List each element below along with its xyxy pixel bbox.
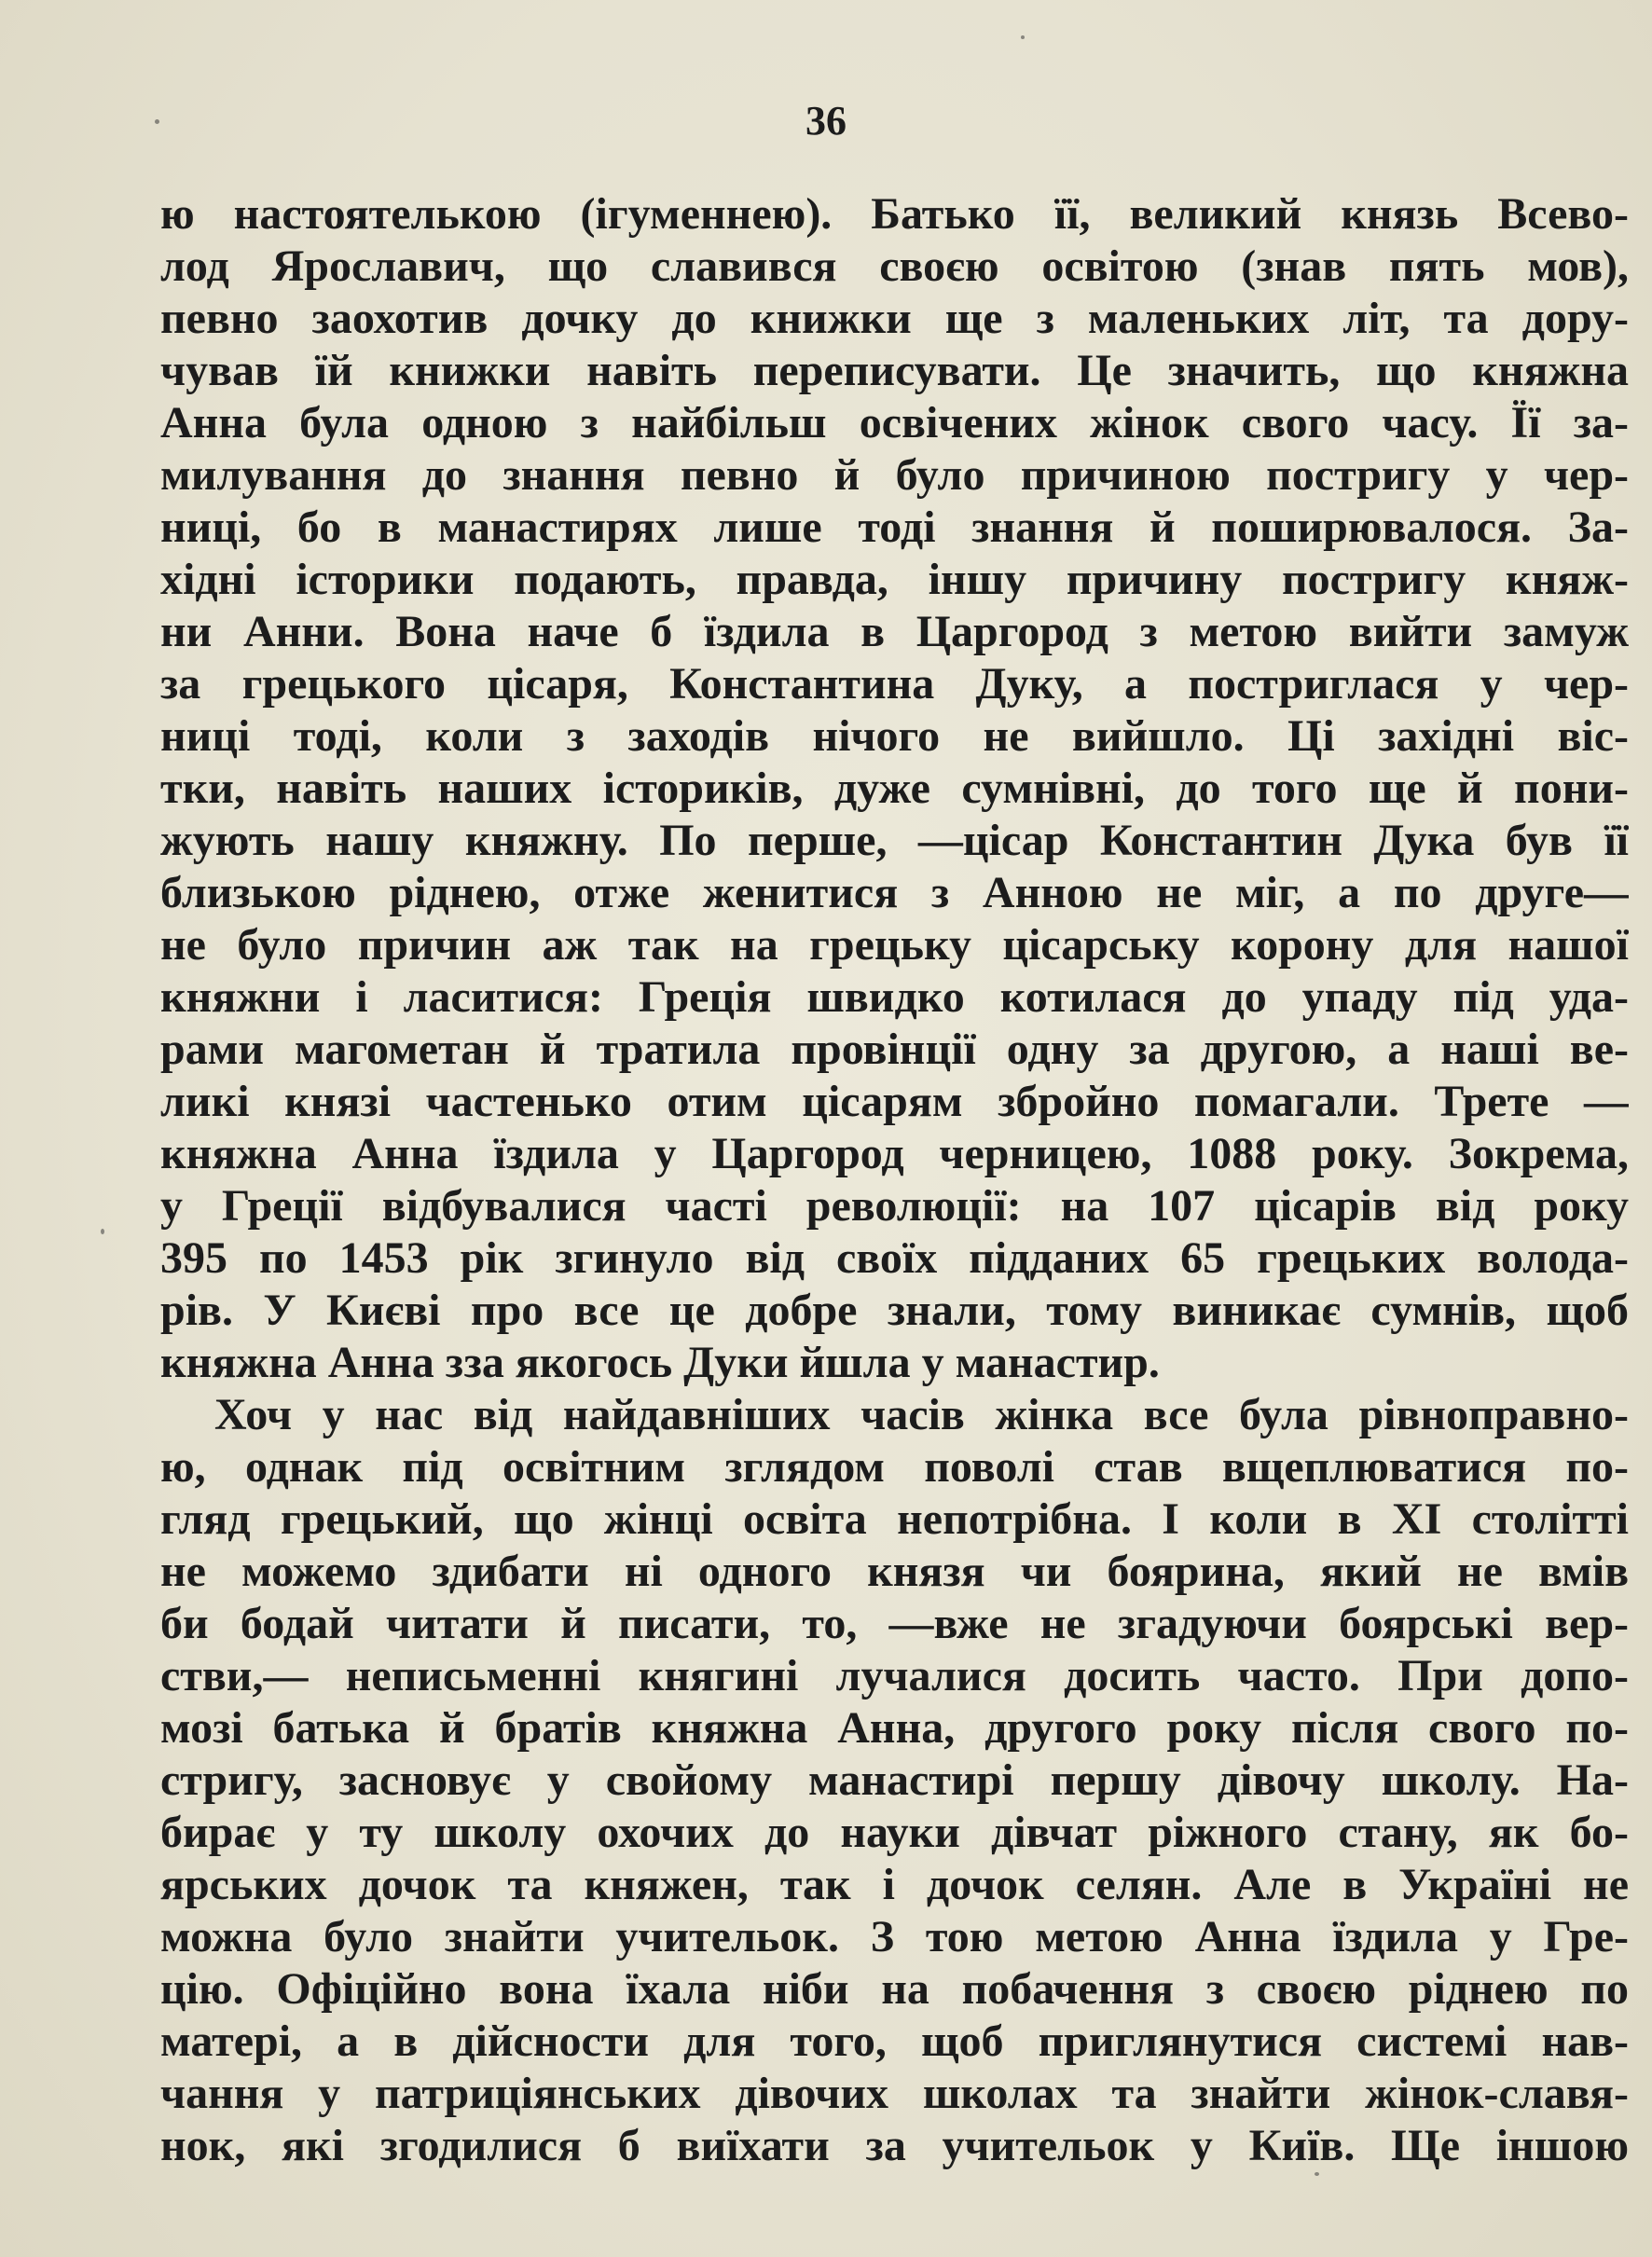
text-line: ни Анни. Вона наче б їздила в Царгород з метою вийти замуж [160, 607, 1629, 656]
text-line: ярських дочок та княжен, так і дочок селян. Але в Україні не [160, 1860, 1629, 1909]
paper-speck [1315, 2172, 1319, 2176]
body-text [160, 188, 1629, 2172]
text-line: стригу, засновує у свойому манастирі першу дівочу школу. На- [160, 1755, 1629, 1805]
text-line: би бодай читати й писати, то, —вже не згадуючи боярські вер- [160, 1599, 1629, 1648]
text-line: певно заохотив дочку до книжки ще з маленьких літ, та дору- [160, 294, 1629, 343]
text-line: хідні історики подають, правда, іншу причину постригу княж- [160, 555, 1629, 604]
text-line: чував їй книжки навіть переписувати. Це значить, що княжна [160, 346, 1629, 395]
text-line: у Греції відбувалися часті революції: на 107 цісарів від року [160, 1181, 1629, 1231]
text-line: не можемо здибати ні одного князя чи боярина, який не вмів [160, 1547, 1629, 1596]
text-line: ликі князі частенько отим цісарям збройно помагали. Трете — [160, 1077, 1629, 1126]
text-line: не було причин аж так на грецьку цісарську корону для нашої [160, 920, 1629, 970]
text-line: ниці тоді, коли з заходів нічого не вийшло. Ці західні віс- [160, 711, 1629, 761]
text-line: княжна Анна зза якогось Дуки йшла у манастир. [160, 1338, 1160, 1387]
page-number: 36 [805, 98, 847, 144]
text-line: рами магометан й тратила провінції одну за другою, а наші ве- [160, 1025, 1629, 1074]
text-line: бирає у ту школу охочих до науки дівчат ріжного стану, як бо- [160, 1808, 1629, 1857]
text-line: гляд грецький, що жінці освіта непотрібна. І коли в XI столітті [160, 1494, 1629, 1544]
paper-speck [155, 119, 159, 124]
text-line: рів. У Києві про все це добре знали, тому виникає сумнів, щоб [160, 1286, 1629, 1335]
text-line: стви,— неписьменні княгині лучалися досить часто. При допо- [160, 1651, 1629, 1700]
text-line: близькою ріднею, отже женитися з Анною не міг, а по друге— [160, 868, 1629, 917]
text-line: милування до знання певно й було причиною постригу у чер- [160, 450, 1629, 500]
paper-speck [101, 1229, 104, 1234]
text-line: лод Ярославич, що славився своєю освітою (знав пять мов), [160, 241, 1629, 291]
text-line: цію. Офіційно вона їхала ніби на побачення з своєю ріднею по [160, 1964, 1629, 2014]
text-line: ю, однак під освітним зглядом поволі став вщеплюватися по- [160, 1442, 1629, 1492]
text-line: можна було знайти учительок. З тою метою Анна їздила у Гре- [160, 1912, 1629, 1961]
text-line: тки, навіть наших істориків, дуже сумнівні, до того ще й пони- [160, 764, 1629, 813]
text-line: чання у патриціянських дівочих школах та знайти жінок-славя- [160, 2069, 1629, 2118]
text-line: ю настоятелькою (ігуменнею). Батько її, великий князь Всево- [160, 189, 1629, 239]
paper-speck [1021, 35, 1025, 39]
text-line: княжна Анна їздила у Царгород черницею, 1088 року. Зокрема, [160, 1129, 1629, 1178]
text-line: ниці, бо в манастирях лише тоді знання й поширювалося. За- [160, 502, 1629, 552]
text-line: мозі батька й братів княжна Анна, другого року після свого по- [160, 1703, 1629, 1753]
text-line: Анна була одною з найбільш освічених жінок свого часу. Її за- [160, 398, 1629, 447]
text-line: за грецького цісаря, Константина Дуку, а постриглася у чер- [160, 659, 1629, 709]
text-line: нок, які згодилися б виїхати за учительок у Київ. Ще іншою [160, 2121, 1629, 2170]
text-line: жують нашу княжну. По перше, —цісар Константин Дука був її [160, 816, 1629, 865]
text-line: княжни і ласитися: Греція швидко котилася до упаду під уда- [160, 972, 1629, 1022]
text-line: 395 по 1453 рік згинуло від своїх підданих 65 грецьких волода- [160, 1233, 1629, 1283]
text-line: матері, а в дійсности для того, щоб приглянутися системі нав- [160, 2016, 1629, 2066]
text-line: Хоч у нас від найдавніших часів жінка все була рівноправно- [214, 1390, 1629, 1439]
